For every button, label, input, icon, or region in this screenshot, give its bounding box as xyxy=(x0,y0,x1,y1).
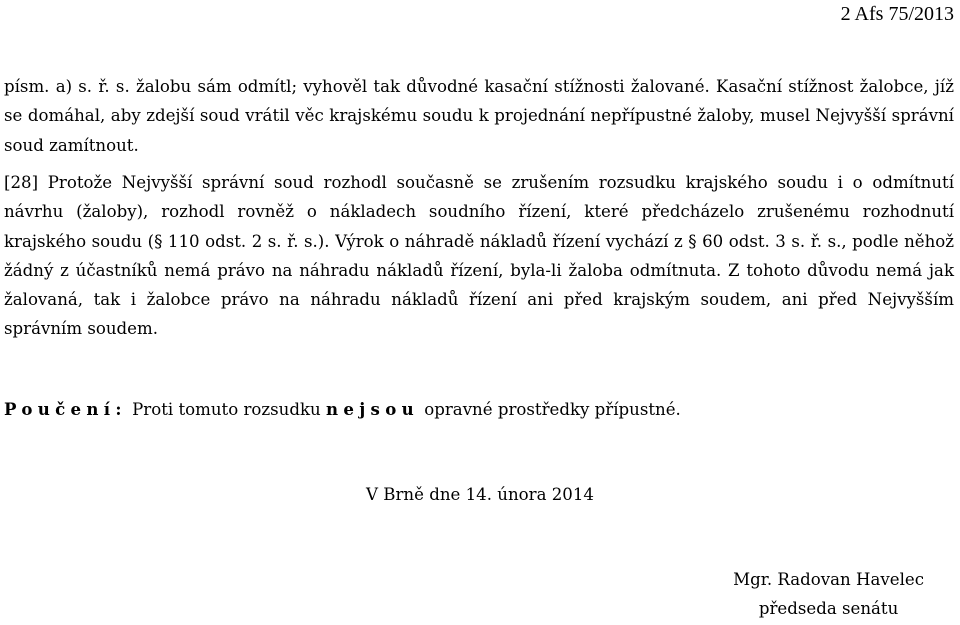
case-number: 2 Afs 75/2013 xyxy=(840,3,954,25)
signatory-title: předseda senátu xyxy=(758,599,899,618)
signatory-name: Mgr. Radovan Havelec xyxy=(733,570,924,589)
signature-block xyxy=(733,565,924,623)
instruction-line xyxy=(4,395,681,424)
instruction-text-before: Proti tomuto rozsudku xyxy=(132,400,321,419)
paragraph-continuation: písm. a) s. ř. s. žalobu sám odmítl; vyhověl tak důvodné kasační stížnosti žalované. Kasační stížnost žalobce, jíž se domáhal, aby zdejší soud vrátil věc krajskému soudu k projednání nepřípustné žaloby, musel Nejvyšší správní soud zamítnout. xyxy=(4,77,954,155)
paragraph-28: [28] Protože Nejvyšší správní soud rozhodl současně se zrušením rozsudku krajského soudu i o odmítnutí návrhu (žaloby), rozhodl rovněž o nákladech soudního řízení, které předcházelo zrušenému rozhodnutí krajského soudu (§ 110 odst. 2 s. ř. s.). Výrok o náhradě nákladů řízení vychází z § 60 odst. 3 s. ř. s., podle něhož žádný z účastníků nemá právo na náhradu nákladů řízení, byla-li žaloba odmítnuta. Z tohoto důvodu nemá jak žalovaná, tak i žalobce právo na náhradu nákladů řízení ani před krajským soudem, ani před Nejvyšším správním soudem. xyxy=(4,173,954,339)
instruction-text-after: opravné prostředky přípustné. xyxy=(424,400,681,419)
instruction-label: Poučení: xyxy=(4,399,127,419)
instruction-emphasis: nejsou xyxy=(325,399,419,419)
date-line: V Brně dne 14. února 2014 xyxy=(366,485,594,504)
